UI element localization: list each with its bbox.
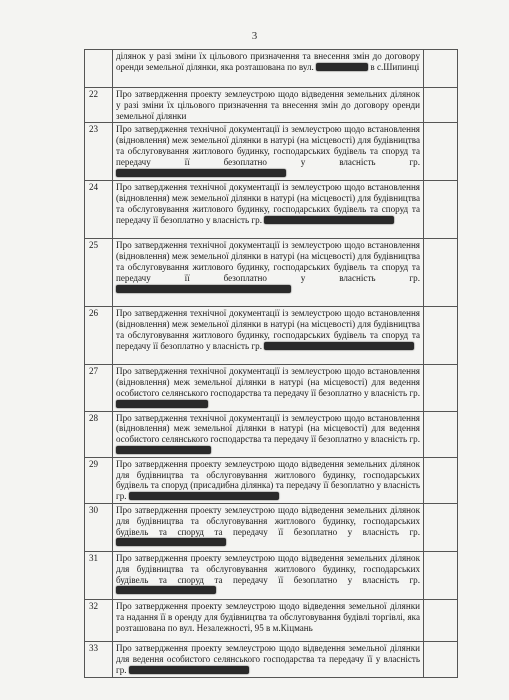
item-text-body: Про затвердження технічної документації із землеустрою щодо встановлення (відновлення) меж земельної ділянки в натурі (на місцевості) для ведення особистого селянського господарства та передачу її безоплатно у власність гр. — [116, 412, 420, 445]
table-row — [85, 411, 458, 457]
item-text-body: Про затвердження проекту землеустрою щодо відведення земельних ділянок для будівництва та обслуговування житлового будинку, господарських будівель та споруд та передачу її безоплатно у власність гр. — [116, 552, 420, 585]
item-number: 27 — [85, 365, 113, 411]
item-text-body: Про затвердження технічної документації із землеустрою щодо встановлення (відновлення) меж земельної ділянки в натурі (на місцевості) для будівництва та обслуговування житлового будинку, господарських будівель та споруд та передачу її безоплатно у власність гр. — [116, 182, 420, 225]
item-number — [85, 50, 113, 88]
item-number: 26 — [85, 307, 113, 365]
item-text-body: Про затвердження проекту землеустрою щодо відведення земельної ділянки та надання її в оренду для будівництва та обслуговування будівлі торгівлі, яка розташована по вул. Незалежності, 95 в м.Кіцмань — [116, 600, 420, 633]
agenda-table — [84, 49, 458, 678]
empty-cell — [424, 551, 458, 599]
redaction-mark — [129, 492, 279, 500]
item-text — [113, 365, 424, 411]
redaction-mark — [129, 666, 249, 674]
empty-cell — [424, 365, 458, 411]
redaction-mark — [264, 342, 414, 350]
empty-cell — [424, 50, 458, 88]
empty-cell — [424, 641, 458, 677]
item-text — [113, 307, 424, 365]
empty-cell — [424, 123, 458, 181]
item-text — [113, 239, 424, 307]
item-number: 32 — [85, 599, 113, 641]
empty-cell — [424, 88, 458, 123]
item-text-body: Про затвердження проекту землеустрою щодо відведення земельних ділянок для будівництва та обслуговування житлового будинку, господарських будівель та споруд та передачу її безоплатно у власність гр. — [116, 504, 420, 537]
item-text-body: Про затвердження технічної документації із землеустрою щодо встановлення (відновлення) меж земельної ділянки в натурі (на місцевості) для будівництва та обслуговування житлового будинку, господарських будівель та споруд та передачу її безоплатно у власність гр. — [116, 308, 420, 351]
redaction-mark — [264, 216, 394, 224]
empty-cell — [424, 599, 458, 641]
empty-cell — [424, 307, 458, 365]
item-text — [113, 123, 424, 181]
item-text-body: Про затвердження проекту землеустрою щодо відведення земельної ділянки для ведення особистого селянського господарства та передачу її у власність гр. — [116, 642, 420, 675]
redaction-mark — [116, 586, 216, 594]
item-number: 29 — [85, 457, 113, 503]
redaction-mark — [116, 446, 211, 454]
item-text-body: Про затвердження технічної документації із землеустрою щодо встановлення (відновлення) меж земельної ділянки в натурі (на місцевості) для будівництва та обслуговування житлового будинку, господарських будівель та споруд та передачу її безоплатно у власність гр. — [116, 240, 420, 283]
empty-cell — [424, 457, 458, 503]
item-text-tail: в с.Шипинці — [370, 61, 420, 72]
item-text — [113, 641, 424, 677]
item-text — [113, 181, 424, 239]
item-number: 22 — [85, 88, 113, 123]
redaction-mark — [316, 63, 368, 71]
item-text — [113, 457, 424, 503]
item-text — [113, 551, 424, 599]
redaction-mark — [116, 285, 291, 293]
table-row — [85, 307, 458, 365]
table-row — [85, 503, 458, 551]
item-text — [113, 599, 424, 641]
table-row — [85, 123, 458, 181]
item-text-body: Про затвердження проекту землеустрою щодо відведення земельних ділянок для будівництва та обслуговування житлового будинку, господарських будівель та споруд (присадибна ділянка) та передачу її безоплатно у власність гр. — [116, 458, 420, 502]
item-number: 25 — [85, 239, 113, 307]
item-text — [113, 88, 424, 123]
redaction-mark — [116, 169, 286, 177]
item-number: 24 — [85, 181, 113, 239]
table-row — [85, 457, 458, 503]
table-row — [85, 599, 458, 641]
table-row — [85, 551, 458, 599]
item-text-body: Про затвердження технічної документації із землеустрою щодо встановлення (відновлення) меж земельної ділянки в натурі (на місцевості) для будівництва та обслуговування житлового будинку, господарських будівель та споруд та передачу її безоплатно у власність гр. — [116, 124, 420, 167]
table-row — [85, 365, 458, 411]
item-text — [113, 411, 424, 457]
item-number: 31 — [85, 551, 113, 599]
redaction-mark — [116, 538, 226, 546]
item-number: 30 — [85, 503, 113, 551]
item-number: 33 — [85, 641, 113, 677]
item-text-body: Про затвердження проекту землеустрою щодо відведення земельних ділянок у разі зміни їх цільового призначення та внесення змін до договору оренди земельної ділянки — [116, 89, 420, 121]
table-row — [85, 641, 458, 677]
item-text — [113, 50, 424, 88]
redaction-mark — [116, 400, 208, 408]
table-row — [85, 181, 458, 239]
empty-cell — [424, 239, 458, 307]
table-row — [85, 50, 458, 88]
empty-cell — [424, 181, 458, 239]
page-number: 3 — [251, 30, 258, 42]
table-row — [85, 88, 458, 123]
item-number: 28 — [85, 411, 113, 457]
empty-cell — [424, 503, 458, 551]
item-text-body: ділянок у разі зміни їх цільового призначення та внесення змін до договору оренди земельної ділянки, яка розташована по вул. — [116, 51, 420, 72]
item-text-body: Про затвердження технічної документації із землеустрою щодо встановлення (відновлення) меж земельної ділянки в натурі (на місцевості) для ведення особистого селянського господарства та передачу її безоплатно у власність гр. — [116, 366, 420, 398]
table-row — [85, 239, 458, 307]
item-text — [113, 503, 424, 551]
empty-cell — [424, 411, 458, 457]
item-number: 23 — [85, 123, 113, 181]
